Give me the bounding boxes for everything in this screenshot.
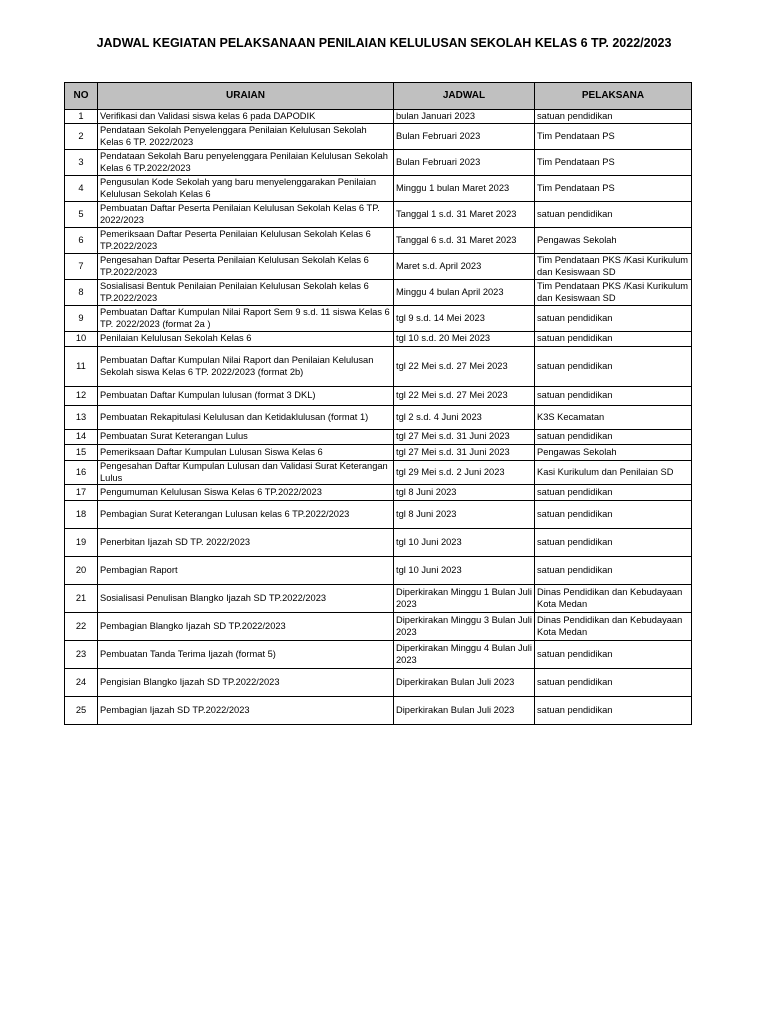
cell-uraian: Pembuatan Rekapitulasi Kelulusan dan Ketidaklulusan (format 1) (98, 406, 394, 430)
cell-jadwal: tgl 10 Juni 2023 (394, 529, 535, 557)
cell-pelaksana: satuan pendidikan (535, 306, 692, 332)
cell-uraian: Pembagian Raport (98, 557, 394, 585)
table-row (65, 387, 692, 406)
cell-pelaksana: satuan pendidikan (535, 669, 692, 697)
cell-no: 2 (65, 124, 98, 150)
table-row (65, 613, 692, 641)
cell-pelaksana: Tim Pendataan PS (535, 176, 692, 202)
cell-pelaksana: satuan pendidikan (535, 347, 692, 387)
cell-jadwal: bulan Januari 2023 (394, 110, 535, 124)
cell-pelaksana: Tim Pendataan PKS /Kasi Kurikulum dan Kesiswaan SD (535, 280, 692, 306)
table-row (65, 461, 692, 485)
cell-no: 19 (65, 529, 98, 557)
header-uraian: URAIAN (98, 83, 394, 110)
cell-no: 11 (65, 347, 98, 387)
cell-pelaksana: Pengawas Sekolah (535, 445, 692, 461)
table-row (65, 202, 692, 228)
cell-pelaksana: Tim Pendataan PS (535, 124, 692, 150)
cell-jadwal: tgl 10 Juni 2023 (394, 557, 535, 585)
cell-jadwal: Diperkirakan Minggu 1 Bulan Juli 2023 (394, 585, 535, 613)
cell-jadwal: Minggu 1 bulan Maret 2023 (394, 176, 535, 202)
table-row (65, 176, 692, 202)
cell-jadwal: tgl 22 Mei s.d. 27 Mei 2023 (394, 347, 535, 387)
cell-no: 12 (65, 387, 98, 406)
cell-no: 17 (65, 485, 98, 501)
cell-uraian: Sosialisasi Bentuk Penilaian Penilaian Kelulusan Sekolah kelas 6 TP.2022/2023 (98, 280, 394, 306)
cell-jadwal: Tanggal 1 s.d. 31 Maret 2023 (394, 202, 535, 228)
cell-jadwal: Diperkirakan Bulan Juli 2023 (394, 697, 535, 725)
cell-no: 25 (65, 697, 98, 725)
table-header (65, 83, 692, 110)
cell-jadwal: Minggu 4 bulan April 2023 (394, 280, 535, 306)
cell-pelaksana: satuan pendidikan (535, 697, 692, 725)
header-pelaksana: PELAKSANA (535, 83, 692, 110)
cell-uraian: Pembuatan Daftar Kumpulan Nilai Raport dan Penilaian Kelulusan Sekolah siswa Kelas 6 TP. 2022/2023 (format 2b) (98, 347, 394, 387)
cell-pelaksana: Tim Pendataan PS (535, 150, 692, 176)
cell-jadwal: Diperkirakan Minggu 4 Bulan Juli 2023 (394, 641, 535, 669)
cell-uraian: Pembagian Ijazah SD TP.2022/2023 (98, 697, 394, 725)
cell-uraian: Pembuatan Daftar Kumpulan lulusan (format 3 DKL) (98, 387, 394, 406)
cell-jadwal: tgl 27 Mei s.d. 31 Juni 2023 (394, 430, 535, 445)
cell-uraian: Pengesahan Daftar Peserta Penilaian Kelulusan Sekolah Kelas 6 TP.2022/2023 (98, 254, 394, 280)
cell-pelaksana: satuan pendidikan (535, 387, 692, 406)
table-row (65, 445, 692, 461)
table-row (65, 585, 692, 613)
cell-no: 18 (65, 501, 98, 529)
table-row (65, 430, 692, 445)
table-row (65, 697, 692, 725)
cell-no: 20 (65, 557, 98, 585)
cell-no: 21 (65, 585, 98, 613)
table-body (65, 110, 692, 725)
cell-pelaksana: satuan pendidikan (535, 430, 692, 445)
cell-pelaksana: Pengawas Sekolah (535, 228, 692, 254)
table-row (65, 110, 692, 124)
cell-jadwal: tgl 22 Mei s.d. 27 Mei 2023 (394, 387, 535, 406)
header-no: NO (65, 83, 98, 110)
cell-uraian: Pemeriksaan Daftar Kumpulan Lulusan Siswa Kelas 6 (98, 445, 394, 461)
table-row (65, 347, 692, 387)
cell-jadwal: tgl 10 s.d. 20 Mei 2023 (394, 332, 535, 347)
header-row (65, 83, 692, 110)
table-row (65, 254, 692, 280)
header-jadwal: JADWAL (394, 83, 535, 110)
table-row (65, 280, 692, 306)
table-row (65, 669, 692, 697)
cell-no: 3 (65, 150, 98, 176)
cell-uraian: Penerbitan Ijazah SD TP. 2022/2023 (98, 529, 394, 557)
cell-pelaksana: satuan pendidikan (535, 332, 692, 347)
document-title: JADWAL KEGIATAN PELAKSANAAN PENILAIAN KELULUSAN SEKOLAH KELAS 6 TP. 2022/2023 (96, 36, 672, 50)
table-row (65, 485, 692, 501)
cell-no: 10 (65, 332, 98, 347)
cell-uraian: Penilaian Kelulusan Sekolah Kelas 6 (98, 332, 394, 347)
table-row (65, 332, 692, 347)
cell-pelaksana: Dinas Pendidikan dan Kebudayaan Kota Medan (535, 585, 692, 613)
cell-pelaksana: satuan pendidikan (535, 110, 692, 124)
cell-pelaksana: satuan pendidikan (535, 501, 692, 529)
cell-jadwal: tgl 8 Juni 2023 (394, 485, 535, 501)
cell-uraian: Sosialisasi Penulisan Blangko Ijazah SD TP.2022/2023 (98, 585, 394, 613)
cell-jadwal: Bulan Februari 2023 (394, 124, 535, 150)
cell-pelaksana: K3S Kecamatan (535, 406, 692, 430)
table-row (65, 406, 692, 430)
cell-uraian: Pendataan Sekolah Baru penyelenggara Penilaian Kelulusan Sekolah Kelas 6 TP.2022/2023 (98, 150, 394, 176)
cell-no: 6 (65, 228, 98, 254)
cell-no: 16 (65, 461, 98, 485)
cell-no: 5 (65, 202, 98, 228)
cell-no: 14 (65, 430, 98, 445)
cell-uraian: Pengisian Blangko Ijazah SD TP.2022/2023 (98, 669, 394, 697)
table-row (65, 641, 692, 669)
cell-uraian: Pembagian Surat Keterangan Lulusan kelas 6 TP.2022/2023 (98, 501, 394, 529)
cell-no: 7 (65, 254, 98, 280)
cell-uraian: Pengumuman Kelulusan Siswa Kelas 6 TP.2022/2023 (98, 485, 394, 501)
cell-jadwal: Diperkirakan Bulan Juli 2023 (394, 669, 535, 697)
cell-jadwal: tgl 29 Mei s.d. 2 Juni 2023 (394, 461, 535, 485)
cell-jadwal: Maret s.d. April 2023 (394, 254, 535, 280)
cell-uraian: Pembuatan Tanda Terima Ijazah (format 5) (98, 641, 394, 669)
cell-jadwal: tgl 8 Juni 2023 (394, 501, 535, 529)
cell-jadwal: Bulan Februari 2023 (394, 150, 535, 176)
cell-uraian: Pemeriksaan Daftar Peserta Penilaian Kelulusan Sekolah Kelas 6 TP.2022/2023 (98, 228, 394, 254)
cell-pelaksana: Kasi Kurikulum dan Penilaian SD (535, 461, 692, 485)
cell-uraian: Pengusulan Kode Sekolah yang baru menyelenggarakan Penilaian Kelulusan Sekolah Kelas 6 (98, 176, 394, 202)
cell-uraian: Verifikasi dan Validasi siswa kelas 6 pada DAPODIK (98, 110, 394, 124)
cell-uraian: Pembuatan Daftar Peserta Penilaian Kelulusan Sekolah Kelas 6 TP. 2022/2023 (98, 202, 394, 228)
cell-jadwal: Diperkirakan Minggu 3 Bulan Juli 2023 (394, 613, 535, 641)
cell-no: 8 (65, 280, 98, 306)
table-row (65, 501, 692, 529)
table-row (65, 306, 692, 332)
cell-jadwal: tgl 2 s.d. 4 Juni 2023 (394, 406, 535, 430)
cell-uraian: Pengesahan Daftar Kumpulan Lulusan dan Validasi Surat Keterangan Lulus (98, 461, 394, 485)
table-row (65, 529, 692, 557)
cell-uraian: Pembagian Blangko Ijazah SD TP.2022/2023 (98, 613, 394, 641)
cell-no: 1 (65, 110, 98, 124)
cell-no: 24 (65, 669, 98, 697)
cell-pelaksana: Dinas Pendidikan dan Kebudayaan Kota Medan (535, 613, 692, 641)
cell-pelaksana: Tim Pendataan PKS /Kasi Kurikulum dan Kesiswaan SD (535, 254, 692, 280)
cell-pelaksana: satuan pendidikan (535, 557, 692, 585)
cell-no: 22 (65, 613, 98, 641)
cell-jadwal: tgl 27 Mei s.d. 31 Juni 2023 (394, 445, 535, 461)
cell-pelaksana: satuan pendidikan (535, 202, 692, 228)
cell-no: 9 (65, 306, 98, 332)
cell-pelaksana: satuan pendidikan (535, 641, 692, 669)
cell-pelaksana: satuan pendidikan (535, 485, 692, 501)
cell-uraian: Pembuatan Surat Keterangan Lulus (98, 430, 394, 445)
cell-pelaksana: satuan pendidikan (535, 529, 692, 557)
cell-uraian: Pembuatan Daftar Kumpulan Nilai Raport Sem 9 s.d. 11 siswa Kelas 6 TP. 2022/2023 (format 2a ) (98, 306, 394, 332)
cell-jadwal: tgl 9 s.d. 14 Mei 2023 (394, 306, 535, 332)
table-row (65, 557, 692, 585)
table-row (65, 228, 692, 254)
cell-no: 13 (65, 406, 98, 430)
cell-uraian: Pendataan Sekolah Penyelenggara Penilaian Kelulusan Sekolah Kelas 6 TP. 2022/2023 (98, 124, 394, 150)
cell-no: 15 (65, 445, 98, 461)
cell-no: 23 (65, 641, 98, 669)
table-row (65, 150, 692, 176)
schedule-table (64, 82, 692, 725)
cell-no: 4 (65, 176, 98, 202)
table-row (65, 124, 692, 150)
cell-jadwal: Tanggal 6 s.d. 31 Maret 2023 (394, 228, 535, 254)
